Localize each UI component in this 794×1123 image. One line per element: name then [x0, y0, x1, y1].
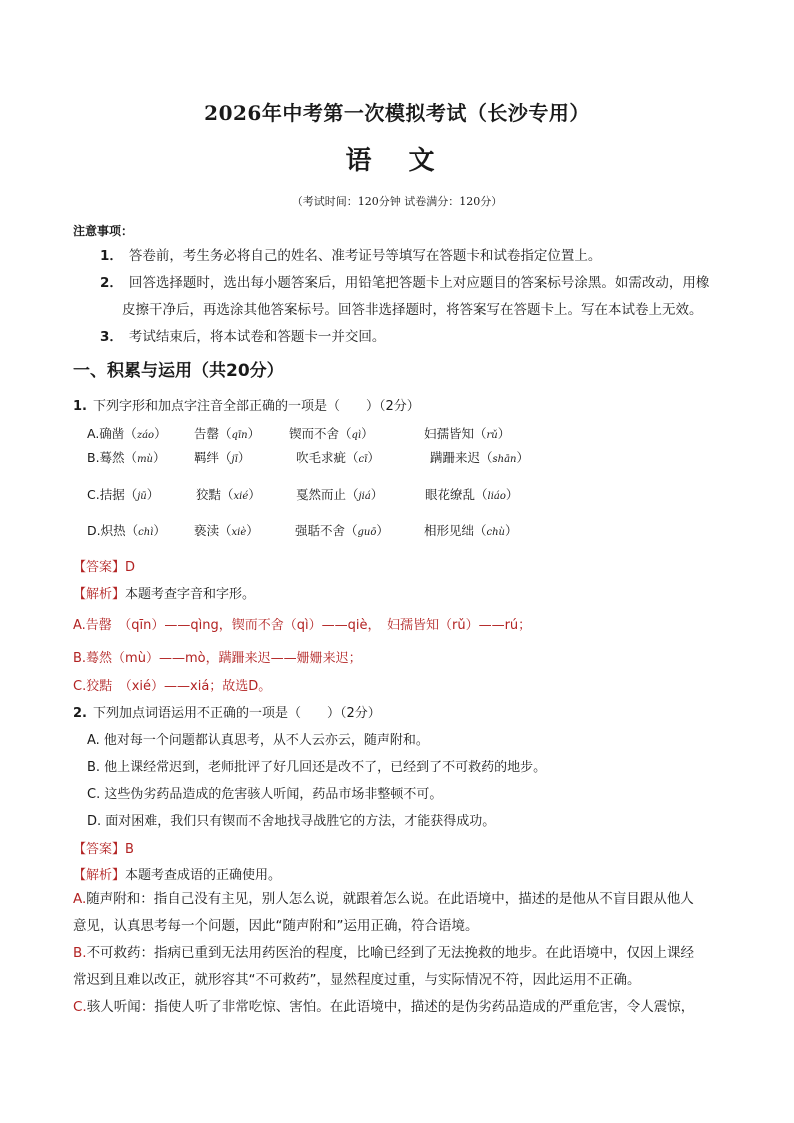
q1-option-cell: 亵渎（xiè） — [194, 523, 259, 538]
explain-text: 随声附和：指自己没有主见，别人怎么说，就跟着怎么说。在此语境中，描述的是他从不盲目跟从他人 — [86, 891, 694, 907]
analysis-tag: 【解析】 — [73, 587, 126, 602]
analysis-text: 本题考查成语的正确使用。 — [125, 868, 282, 883]
q1-option-cell: 告罄（qīn） — [194, 426, 261, 441]
analysis-text: 本题考查字音和字形。 — [125, 587, 256, 602]
q2-analysis — [73, 864, 281, 883]
explain-lead: C. — [73, 999, 87, 1015]
notice-heading: 注意事项： — [73, 224, 134, 238]
q2-answer — [73, 838, 134, 857]
q1-fix-c: C.狡黠 （xié）——xiá；故选D。 — [73, 679, 272, 694]
question-2-stem — [73, 702, 381, 721]
explain-text-cont: 常迟到且难以改正，就形容其“不可救药”，显然程度过重，与实际情况不符，因此运用不正确。 — [73, 972, 641, 988]
analysis-tag: 【解析】 — [73, 868, 126, 883]
explain-lead: A. — [73, 891, 87, 907]
notice-item-1 — [100, 243, 740, 270]
q1-option-cell: 蹒跚来迟（shān） — [430, 450, 530, 465]
q2-explain-b — [73, 940, 723, 994]
q1-option-cell: C.拮据（jū） — [87, 487, 160, 502]
subject-title: 语 文 — [345, 146, 449, 176]
q1-fix-a: A.告罄 （qīn）——qìng，锲而不舍（qì）——qiè， 妇孺皆知（rǔ）——rú； — [73, 618, 532, 633]
q1-option-cell: 锲而不舍（qì） — [289, 426, 374, 441]
explain-text: 不可救药：指病已重到无法用药医治的程度，比喻已经到了无法挽救的地步。在此语境中，仅因上课经 — [86, 945, 695, 961]
q2-option-a: A. 他对每一个问题都认真思考，从不人云亦云，随声附和。 — [87, 733, 429, 748]
notice-item-2 — [100, 270, 740, 297]
q1-option-cell: A.确凿（záo） — [87, 426, 167, 441]
q1-fix-b: B.蓦然（mù）——mò，蹒跚来迟——姗姗来迟； — [73, 651, 362, 666]
question-text: 下列加点词语运用不正确的一项是（ ）（2分） — [92, 706, 381, 721]
notice-text: 考试结束后，将本试卷和答题卡一并交回。 — [128, 329, 386, 345]
q1-option-cell: 强聒不舍（guō） — [295, 523, 389, 538]
section-heading: 一、积累与运用（共20分） — [73, 361, 284, 381]
q2-option-d: D. 面对困难，我们只有锲而不舍地找寻战胜它的方法，才能获得成功。 — [87, 814, 496, 829]
q1-option-cell: 狡黠（xié） — [196, 487, 261, 502]
q1-option-cell: 眼花缭乱（liáo） — [425, 487, 519, 502]
explain-text: 骇人听闻：指使人听了非常吃惊、害怕。在此语境中，描述的是伪劣药品造成的严重危害，令人震惊， — [86, 999, 695, 1015]
explain-text-cont: 意见，认真思考每一个问题，因此“随声附和”运用正确，符合语境。 — [73, 918, 479, 934]
question-number: 1. — [73, 399, 87, 414]
notice-num: 3． — [100, 329, 123, 345]
notice-num: 2． — [100, 275, 123, 291]
q1-option-cell: 妇孺皆知（rǔ） — [424, 426, 511, 441]
q2-explain-c — [73, 994, 723, 1021]
answer-value: D — [125, 560, 136, 575]
answer-tag: 【答案】 — [73, 842, 126, 857]
q1-option-cell: B.蓦然（mù） — [87, 450, 166, 465]
exam-title: 2026年中考第一次模拟考试（长沙专用） — [204, 101, 590, 125]
question-number: 2. — [73, 706, 87, 721]
exam-info: （考试时间：120分钟 试卷满分：120分） — [291, 195, 503, 208]
question-1-stem — [73, 395, 420, 414]
q1-answer — [73, 556, 135, 575]
answer-tag: 【答案】 — [73, 560, 126, 575]
answer-value: B — [125, 842, 134, 857]
q2-option-b: B. 他上课经常迟到，老师批评了好几回还是改不了，已经到了不可救药的地步。 — [87, 760, 547, 775]
notice-item-2-cont: 皮擦干净后，再选涂其他答案标号。回答非选择题时，将答案写在答题卡上。写在本试卷上无效。 — [122, 302, 703, 318]
q1-option-cell: 羁绊（jī） — [194, 450, 251, 465]
q1-option-cell: 戛然而止（jiá） — [296, 487, 384, 502]
q1-option-cell: 相形见绌（chù） — [424, 523, 518, 538]
notice-text: 答卷前，考生务必将自己的姓名、准考证号等填写在答题卡和试卷指定位置上。 — [128, 248, 602, 264]
q1-option-cell: D.炽热（chì） — [87, 523, 166, 538]
q1-analysis — [73, 583, 255, 602]
question-text: 下列字形和加点字注音全部正确的一项是（ ）（2分） — [92, 399, 420, 414]
q1-option-cell: 吹毛求疵（cī） — [296, 450, 380, 465]
notice-text: 回答选择题时，选出每小题答案后，用铅笔把答题卡上对应题目的答案标号涂黑。如需改动，用橡 — [128, 275, 710, 291]
explain-lead: B. — [73, 945, 87, 961]
q2-explain-a — [73, 886, 723, 940]
q2-option-c: C. 这些伪劣药品造成的危害骇人听闻，药品市场非整顿不可。 — [87, 787, 443, 802]
notice-item-3 — [100, 324, 740, 351]
notice-num: 1． — [100, 248, 123, 264]
